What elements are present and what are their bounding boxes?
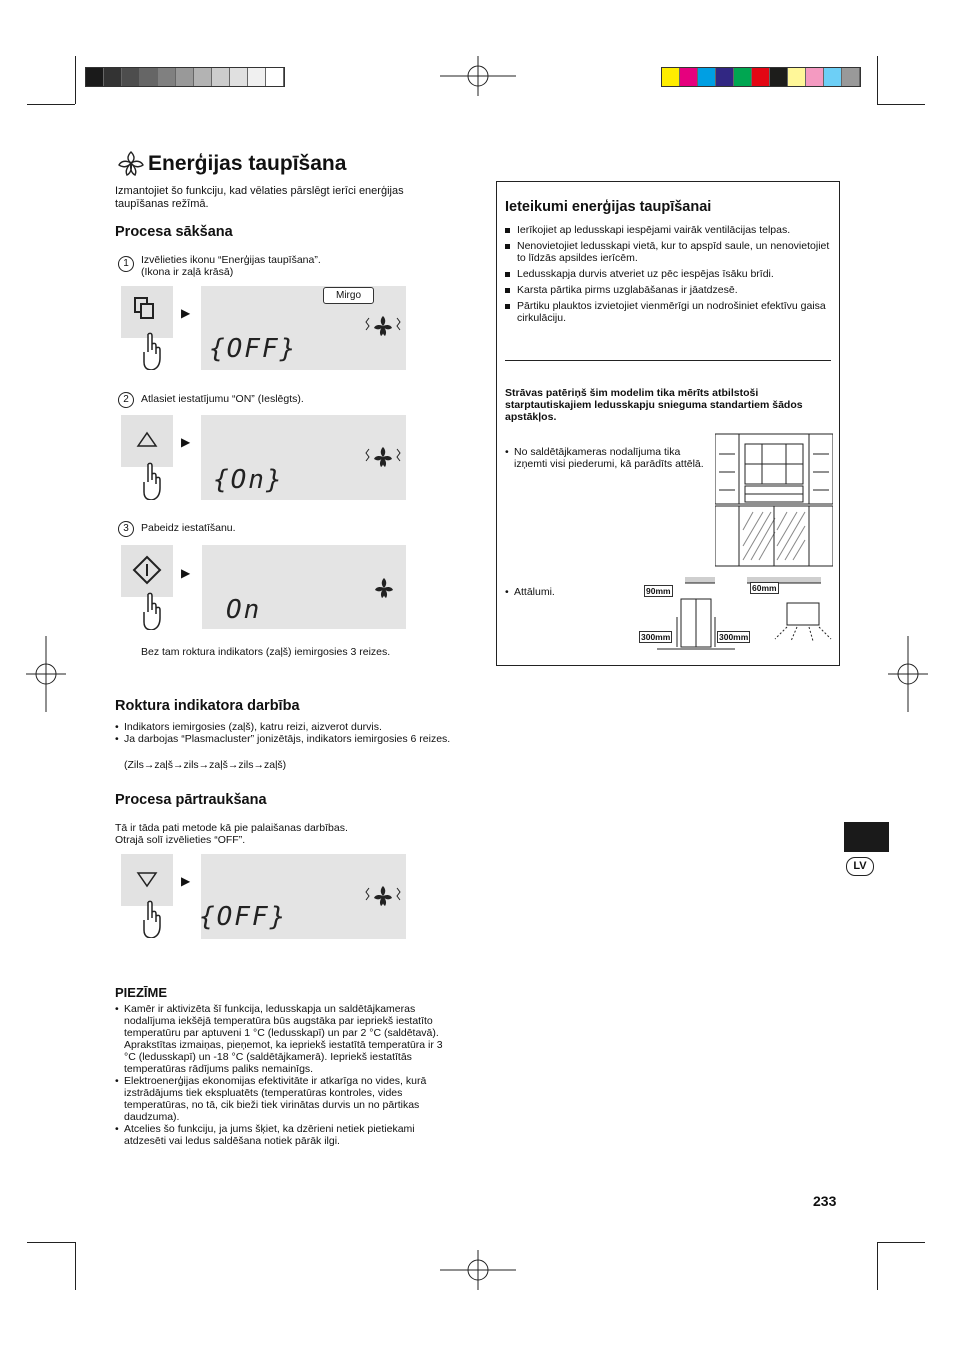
color-swatch — [788, 68, 806, 86]
list-item: • Ja darbojas “Plasmacluster” jonizētājs, indikators iemirgosies 6 reizes. — [115, 733, 455, 745]
color-swatch — [770, 68, 788, 86]
leaf-eco-icon — [363, 882, 403, 912]
arrow-right-icon: ▶ — [181, 874, 191, 888]
leaf-eco-icon — [116, 148, 146, 178]
step-number: 3 — [118, 521, 134, 537]
list-item: • No saldētājkameras nodalījuma tika izņemti visi piederumi, kā parādīts attēlā. — [505, 446, 710, 470]
page-number: 233 — [813, 1193, 837, 1209]
finger-press-icon — [140, 330, 168, 370]
dimension-label: 300mm — [641, 632, 671, 642]
color-swatch — [212, 68, 230, 86]
color-swatch — [86, 68, 104, 86]
step1-subtext: (Ikona ir zaļā krāsā) — [141, 266, 234, 278]
consumption-title: Strāvas patēriņš šim modelim tika mērīts atbilstoši starptautiskajiem ledusskapju snieguma standartiem šādos apstākļos. — [505, 387, 803, 423]
handle-sequence: (Zils→zaļš→zils→zaļš→zils→zaļš) — [124, 759, 287, 771]
tips-heading: Ieteikumi enerģijas taupīšanai — [505, 199, 712, 215]
color-swatch — [824, 68, 842, 86]
crop-mark — [27, 1242, 75, 1243]
color-swatch — [158, 68, 176, 86]
crop-mark — [27, 104, 75, 105]
lcd-value: {On} — [213, 465, 284, 495]
list-item: • Atcelies šo funkciju, ja jums šķiet, ka dzērieni netiek pietiekami atdzesēti vai ledus saldēšana notiek pārāk ilgi. — [115, 1123, 453, 1147]
gray-calibration-strip — [85, 67, 285, 87]
lcd-display — [202, 545, 406, 629]
list-item: • Indikators iemirgosies (zaļš), katru reizi, aizverot durvis. — [115, 721, 455, 733]
leaf-eco-icon — [363, 443, 403, 473]
lcd-value: On — [226, 595, 262, 625]
finger-press-icon — [140, 460, 168, 500]
arrow-right-icon: ▶ — [181, 306, 191, 320]
note-list — [115, 1003, 453, 1147]
registration-target-icon — [440, 1250, 516, 1290]
step2-text: Atlasiet iestatījumu “ON” (Ieslēgts). — [141, 393, 304, 405]
color-swatch — [122, 68, 140, 86]
intro-text: Izmantojiet šo funkciju, kad vēlaties pārslēgt ierīci enerģijas taupīšanas režīmā. — [115, 185, 404, 210]
arrow-right-icon: ▶ — [181, 566, 191, 580]
list-item: Nenovietojiet ledusskapi vietā, kur to apspīd saule, un nenovietojiet to līdzās apsildes ierīcēm. — [505, 240, 833, 264]
fridge-note — [505, 446, 710, 470]
dimension-label: 60mm — [752, 583, 777, 593]
step-number: 2 — [118, 392, 134, 408]
note-heading: PIEZĪME — [115, 985, 168, 1000]
list-item: • Kamēr ir aktivizēta šī funkcija, ledusskapja un saldētājkameras nodalījuma iekšējā temperatūra būs augstāka par iepriekš iestatīto temperatūru par aptuveni 1 °C (ledusskapī) un par 2 °C (saldētavā). Aprakstītas izmaiņas, pieņemot, ka iepriekš iestatītā temperatūra ir 3 °C (ledusskapī) un -18 °C (saldētājkamerā). Iepriekš iestatītās temperatūras rādījums paliks nemainīgs. — [115, 1003, 453, 1075]
crop-mark — [75, 1242, 76, 1290]
list-item: Karsta pārtika pirms uzglabāšanas ir jāatdzesē. — [505, 284, 833, 296]
color-swatch — [104, 68, 122, 86]
crop-mark — [877, 56, 878, 104]
registration-target-icon — [26, 636, 66, 712]
list-item: Ledusskapja durvis atveriet uz pēc iespējas īsāku brīdi. — [505, 268, 833, 280]
color-swatch — [662, 68, 680, 86]
color-swatch — [752, 68, 770, 86]
finger-press-icon — [140, 898, 168, 938]
color-swatch — [806, 68, 824, 86]
tips-box — [496, 181, 840, 666]
section-tab — [844, 822, 889, 852]
color-swatch — [140, 68, 158, 86]
list-item: Pārtiku plauktos izvietojiet vienmērīgi un nodrošiniet efektīvu gaisa cirkulāciju. — [505, 300, 833, 324]
color-swatch — [842, 68, 860, 86]
divider — [505, 360, 831, 361]
color-swatch — [194, 68, 212, 86]
finger-press-icon — [140, 590, 168, 630]
registration-target-icon — [440, 56, 516, 96]
list-item: Ierīkojiet ap ledusskapi iespējami vairāk ventilācijas telpas. — [505, 224, 833, 236]
dimension-label: 300mm — [719, 632, 749, 642]
crop-mark — [877, 1242, 925, 1243]
color-swatch — [176, 68, 194, 86]
list-item: • Attālumi. — [505, 586, 625, 598]
color-swatch — [266, 68, 284, 86]
step1-text: Izvēlieties ikonu “Enerģijas taupīšana”. — [141, 254, 321, 266]
color-swatch — [230, 68, 248, 86]
handle-list — [115, 721, 455, 745]
lcd-display — [201, 286, 406, 370]
lcd-display — [201, 415, 406, 500]
lcd-display — [201, 854, 406, 939]
language-badge: LV — [846, 857, 874, 876]
crop-mark — [877, 1242, 878, 1290]
distance-note — [505, 586, 625, 598]
step3-text: Pabeidz iestatīšanu. — [141, 522, 236, 534]
page-title: Enerģijas taupīšana — [148, 152, 347, 175]
stop-line: Otrajā solī izvēlieties “OFF”. — [115, 834, 246, 846]
registration-target-icon — [888, 636, 928, 712]
start-heading: Procesa sākšana — [115, 224, 233, 240]
list-item: • Elektroenerģijas ekonomijas efektivitāte ir atkarīga no vides, kurā izstrādājums tiek ekspluatēts (temperatūras kontroles, vides temperatūras, no tā, cik bieži tiek virinātas durvis un no pārtikas daudzuma). — [115, 1075, 453, 1123]
blink-callout: Mirgo — [323, 287, 374, 304]
tips-list — [505, 224, 833, 328]
color-swatch — [680, 68, 698, 86]
crop-mark — [877, 104, 925, 105]
stop-heading: Procesa pārtraukšana — [115, 792, 267, 808]
arrow-right-icon: ▶ — [181, 435, 191, 449]
color-swatch — [248, 68, 266, 86]
dimension-label: 90mm — [646, 586, 671, 596]
start-footnote: Bez tam roktura indikators (zaļš) iemirgosies 3 reizes. — [141, 646, 391, 658]
lcd-value: {OFF} — [209, 334, 298, 364]
lcd-value: {OFF} — [199, 902, 288, 932]
color-swatch — [698, 68, 716, 86]
stop-line: Tā ir tāda pati metode kā pie palaišanas darbības. — [115, 822, 348, 834]
leaf-eco-icon — [370, 575, 398, 603]
color-swatch — [734, 68, 752, 86]
color-swatch — [716, 68, 734, 86]
crop-mark — [75, 56, 76, 104]
leaf-eco-icon — [363, 312, 403, 342]
color-calibration-strip — [661, 67, 861, 87]
step-number: 1 — [118, 256, 134, 272]
handle-heading: Roktura indikatora darbība — [115, 698, 300, 714]
fridge-open-illustration — [715, 430, 833, 570]
